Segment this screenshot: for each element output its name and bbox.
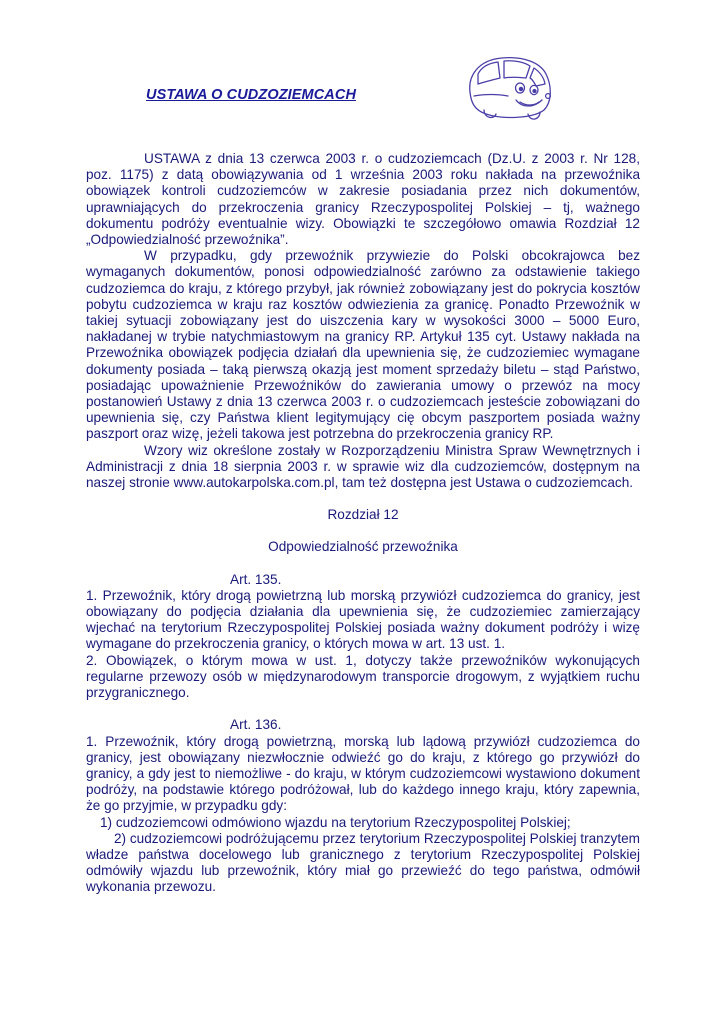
article-136-title: Art. 136. [230, 717, 282, 733]
intro-paragraph-3: Wzory wiz określone zostały w Rozporządzeniu Ministra Spraw Wewnętrznych i Administracji z dnia 18 sierpnia 2003 r. w sprawie wiz dla cudzoziemców, dostępnym na naszej stronie www.autokarpolska.com.pl, tam też dostępna jest Ustawa o cudzoziemcach. [86, 442, 640, 491]
article-136-paragraph-1: 1. Przewoźnik, który drogą powietrzną, morską lub lądową przywiózł cudzoziemca do granicy, jest obowiązany niezwłocznie odwieźć go do kraju, z którego go przywiózł do granicy, a gdy jest to niemożliwe - do kraju, w którym cudzoziemcowi wystawiono dokument podróży, na podstawie którego podróżował, lub do każdego innego kraju, który zapewnia, że go przyjmie, w przypadku gdy: [86, 733, 640, 814]
article-135-paragraph-2: 2. Obowiązek, o którym mowa w ust. 1, dotyczy także przewoźników wykonujących regularne przewozy osób w międzynarodowym transporcie drogowym, z wyjątkiem ruchu przygranicznego. [86, 652, 640, 701]
article-135-paragraph-1: 1. Przewoźnik, który drogą powietrzną lub morską przywiózł cudzoziemca do granicy, jest obowiązany do podjęcia działania dla upewnienia się, że cudzoziemiec zamierzający wjechać na terytorium Rzeczypospolitej Polskiej posiada ważny dokument podróży i wizę wymagane do przekroczenia granicy, o których mowa w art. 13 ust. 1. [86, 587, 640, 652]
intro-paragraph-2: W przypadku, gdy przewoźnik przywiezie do Polski obcokrajowca bez wymaganych dokumentów, ponosi odpowiedzialność zarówno za odstawienie takiego cudzoziemca do kraju, z którego przybył, jak również zobowiązany jest do pokrycia kosztów pobytu cudzoziemca w kraju raz kosztów odwiezienia za granicę. Ponadto Przewoźnik w takiej sytuacji zobowiązany jest do uiszczenia kary w wysokości 3000 – 5000 Euro, nakładanej w trybie natychmiastowym na granicy RP. Artykuł 135 cyt. Ustawy nakłada na Przewoźnika obowiązek podjęcia działań dla upewnienia się, że cudzoziemiec wymagane dokumenty posiada – taką pierwszą okazją jest moment sprzedaży biletu – stąd Państwo, posiadając upoważnienie Przewoźników do zawierania umowy o przewóz na mocy postanowień Ustawy z dnia 13 czerwca 2003 r. o cudzoziemcach jesteście zobowiązani do upewnienia się, czy Państwa klient legitymujący cię obcym paszportem posiada ważny paszport oraz wizę, jeżeli takowa jest potrzebna do przekroczenia granicy RP. [86, 248, 640, 442]
bus-cartoon-icon [464, 52, 556, 124]
intro-paragraph-1: USTAWA z dnia 13 czerwca 2003 r. o cudzoziemcach (Dz.U. z 2003 r. Nr 128, poz. 1175) z datą obowiązywania od 1 września 2003 roku nakłada na przewoźnika obowiązek kontroli cudzoziemców w zakresie posiadania przez nich dokumentów, uprawniających do przekroczenia granicy Rzeczypospolitej Polskiej – tj, ważnego dokumentu podróży eventualnie wizy. Obowiązki te szczegółowo omawia Rozdział 12 „Odpowiedzialność przewoźnika”. [86, 151, 640, 248]
article-136-item-1: 1) cudzoziemcowi odmówiono wjazdu na terytorium Rzeczypospolitej Polskiej; [100, 814, 571, 830]
document-heading: USTAWA O CUDZOZIEMCACH [146, 87, 357, 103]
article-135-title: Art. 135. [230, 571, 282, 587]
document-body [86, 151, 640, 896]
chapter-number: Rozdział 12 [327, 507, 399, 523]
article-136-item-2: 2) cudzoziemcowi podróżującemu przez terytorium Rzeczypospolitej Polskiej tranzytem władze państwa docelowego lub granicznego z terytorium Rzeczypospolitej Polskiej odmówiły wjazdu lub przewoźnik, który miał go przewieźć do tego państwa, odmówił wykonania przewozu. [86, 830, 640, 895]
chapter-title: Odpowiedzialność przewoźnika [268, 539, 458, 555]
